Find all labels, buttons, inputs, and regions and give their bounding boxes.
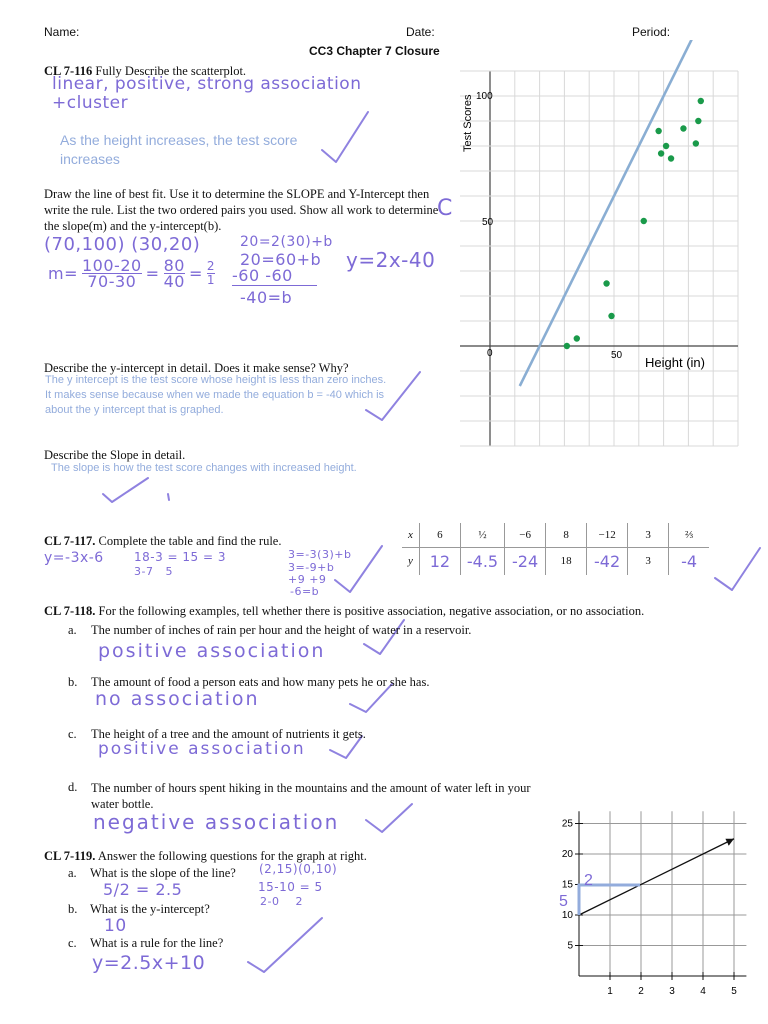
- q117-heading: [44, 534, 281, 549]
- check-mark-icon: [103, 478, 148, 502]
- xy-cell-y: 18: [546, 547, 587, 575]
- q118-item-b-letter: b.: [68, 675, 78, 689]
- q116-best-fit-prompt: Draw the line of best fit. Use it to determine the SLOPE and Y-Intercept then write the rule. List the two ordered pairs you used. Show all work to determine the slope(m) and the y-intercept(b).: [44, 187, 439, 233]
- scatter-point: [655, 128, 661, 134]
- xy-row-y-label: y: [408, 555, 413, 568]
- q116-hw-slope-work: [48, 258, 215, 289]
- q119-c-letter: c.: [68, 936, 77, 950]
- line-graph-tick-label-x: 3: [669, 986, 675, 997]
- page-title: CC3 Chapter 7 Closure: [309, 44, 440, 58]
- scatter-point: [695, 118, 701, 124]
- date-label: Date:: [406, 25, 435, 39]
- q118-item-c-letter: c.: [68, 727, 77, 741]
- q116-yint-prompt: Describe the y-intercept in detail. Does it make sense? Why?: [44, 361, 349, 375]
- q118-prompt: For the following examples, tell whether there is positive association, negative association, or no association.: [98, 604, 645, 618]
- xy-table: [402, 523, 709, 575]
- line-graph-tick-labels: [562, 819, 737, 998]
- check-mark-icon: [248, 918, 322, 972]
- q117-label: CL 7-117.: [44, 534, 96, 548]
- line-graph: [556, 808, 756, 1008]
- q117-prompt: Complete the table and find the rule.: [98, 534, 282, 548]
- slope-m-label: m=: [48, 264, 78, 283]
- q118-item-c-text: The height of a tree and the amount of nutrients it gets.: [91, 727, 366, 741]
- q119-a-hw-answer: 5/2 = 2.5: [103, 880, 183, 899]
- q119-label: CL 7-119.: [44, 849, 96, 863]
- xy-row-x-label: x: [408, 528, 413, 541]
- xy-cell-x: 3: [628, 523, 669, 547]
- q116-slope-prompt: Describe the Slope in detail.: [44, 448, 186, 462]
- scatter-tick-x50: 50: [611, 350, 623, 361]
- q118-item-b-answer: no association: [95, 688, 260, 710]
- slope-frac-2: [164, 258, 185, 289]
- xy-row-x: [402, 523, 709, 547]
- scatter-point: [658, 150, 664, 156]
- q116-hw-sub4: -40=b: [240, 288, 293, 307]
- scatter-point: [663, 143, 669, 149]
- q119-c-hw-answer: y=2.5x+10: [92, 952, 206, 974]
- xy-cell-x: 6: [419, 523, 460, 547]
- check-mark-icon: [168, 494, 169, 500]
- q118-item-a-answer: positive association: [98, 640, 326, 662]
- q117-hw-work3: 3=-9+b: [288, 561, 335, 574]
- slope-frac-3-den: 1: [206, 273, 215, 287]
- scatter-point: [668, 155, 674, 161]
- line-graph-tick-label-y: 25: [561, 818, 573, 830]
- scatter-point: [603, 280, 609, 286]
- q119-a-text: What is the slope of the line?: [90, 866, 236, 880]
- xy-cell-x: ½: [460, 523, 504, 547]
- scatter-plot: [460, 40, 760, 480]
- xy-cell-x: −6: [505, 523, 546, 547]
- slope-frac-1-den: 70-30: [87, 272, 137, 291]
- q118-label: CL 7-118.: [44, 604, 96, 618]
- q116-label: CL 7-116: [44, 64, 93, 78]
- q119-c-text: What is a rule for the line?: [90, 936, 224, 950]
- line-graph-tick-label-y: 5: [567, 940, 573, 952]
- scatter-point: [680, 125, 686, 131]
- scatter-point: [608, 313, 614, 319]
- hw-rise-label: 5: [559, 893, 568, 910]
- slope-frac-1-num: 100-20: [82, 256, 142, 275]
- xy-cell-y: -42: [587, 547, 628, 575]
- q116-slope-typed: The slope is how the test score changes with increased height.: [51, 462, 357, 474]
- scatter-point: [693, 140, 699, 146]
- line-graph-line: [579, 839, 734, 915]
- q117-hw-rule: y=-3x-6: [44, 550, 104, 566]
- scatter-point: [641, 218, 647, 224]
- slope-frac-1: [82, 258, 142, 289]
- q117-hw-work5: -6=b: [290, 585, 320, 598]
- check-mark-icon: [715, 548, 760, 590]
- q118-item-a-text: The number of inches of rain per hour and the height of water in a reservoir.: [91, 623, 472, 637]
- q116-hw-sub3: -60 -60: [232, 266, 317, 286]
- slope-frac-3-num: 2: [206, 259, 215, 273]
- q116-hw-answer-line2: +cluster: [52, 93, 129, 113]
- scatter-xlabel: Height (in): [645, 355, 705, 370]
- q117-hw-work2: 3=-3(3)+b: [288, 548, 352, 561]
- line-graph-tick-label-x: 2: [638, 986, 644, 997]
- xy-cell-x: −12: [587, 523, 628, 547]
- q116-hw-points: (70,100) (30,20): [44, 234, 201, 255]
- q118-item-d-answer: negative association: [93, 810, 340, 834]
- q118-item-d-text: The number of hours spent hiking in the mountains and the amount of water left in your water bottle.: [91, 781, 531, 811]
- line-graph-grid: [579, 811, 746, 976]
- q119-a-hw-work-den: 2-0 2: [260, 895, 303, 908]
- q116-typed-answer: As the height increases, the test score increases: [60, 132, 298, 167]
- xy-cell-x: 8: [546, 523, 587, 547]
- scatter-tick-y100: 100: [476, 91, 493, 102]
- xy-cell-x: ⅔: [669, 523, 710, 547]
- q119-a-hw-work: 15-10 = 5: [258, 880, 323, 894]
- line-graph-tick-label-y: 15: [561, 879, 573, 891]
- xy-cell-y: -4.5: [460, 547, 504, 575]
- q116-yint-typed: The y intercept is the test score whose height is less than zero inches. It makes sense because when we made the equation b = -40 which is about the y intercept that is graphed.: [45, 374, 387, 416]
- xy-cell-y: 3: [628, 547, 669, 575]
- line-graph-tick-label-x: 5: [731, 986, 737, 997]
- slope-equals: =: [188, 264, 203, 283]
- q118-item-c-answer: positive association: [98, 739, 306, 759]
- q116-hw-sub2: 20=60+b: [240, 250, 322, 269]
- q117-hw-work4: +9 +9: [288, 573, 327, 586]
- xy-row-y: [402, 547, 709, 575]
- hw-run-label: 2: [584, 872, 593, 889]
- q118-item-a-letter: a.: [68, 623, 77, 637]
- q119-b-letter: b.: [68, 902, 78, 916]
- q116-hw-rule: y=2x-40: [346, 248, 436, 272]
- q119-a-hw-points: (2,15)(0,10): [259, 862, 338, 876]
- xy-cell-y: -4: [669, 547, 710, 575]
- scatter-point: [574, 335, 580, 341]
- q118-heading: [44, 604, 744, 619]
- scatter-point: [564, 343, 570, 349]
- q117-hw-work1: 18-3 = 15 = 3: [134, 550, 227, 564]
- slope-frac-2-den: 40: [163, 272, 185, 291]
- line-graph-tick-label-y: 20: [561, 849, 573, 860]
- scatter-grid: [460, 71, 738, 446]
- scatter-ylabel: Test Scores: [462, 94, 474, 152]
- q119-prompt: Answer the following questions for the graph at right.: [97, 849, 367, 863]
- q116-hw-sub1: 20=2(30)+b: [240, 234, 333, 250]
- q119-b-hw-answer: 10: [104, 916, 127, 936]
- q118-item-d-letter: d.: [68, 780, 78, 794]
- slope-frac-2-num: 80: [163, 256, 185, 275]
- slope-equals: =: [145, 264, 160, 283]
- line-graph-tick-label-x: 4: [700, 986, 706, 997]
- xy-cell-y: -24: [505, 547, 546, 575]
- line-graph-tick-label-y: 10: [561, 910, 573, 921]
- scatter-points: [564, 98, 704, 349]
- name-label: Name:: [44, 25, 80, 39]
- slope-frac-3: [207, 260, 215, 287]
- xy-cell-y: 12: [419, 547, 460, 575]
- scatter-tick-y50: 50: [482, 217, 494, 228]
- scatter-point: [698, 98, 704, 104]
- q116-hw-curve-mark: C: [437, 196, 453, 221]
- period-label: Period:: [632, 25, 671, 39]
- line-graph-tick-label-x: 1: [607, 986, 613, 997]
- q119-b-text: What is the y-intercept?: [90, 902, 210, 916]
- q119-a-letter: a.: [68, 866, 77, 880]
- q116-prompt: Fully Describe the scatterplot.: [95, 64, 247, 78]
- q118-item-b-text: The amount of food a person eats and how many pets he or she has.: [91, 675, 430, 689]
- scatter-tick-origin: 0: [487, 348, 493, 359]
- q117-hw-work1b: 3-7 5: [134, 565, 173, 578]
- q116-hw-answer-line1: linear, positive, strong association: [52, 74, 362, 94]
